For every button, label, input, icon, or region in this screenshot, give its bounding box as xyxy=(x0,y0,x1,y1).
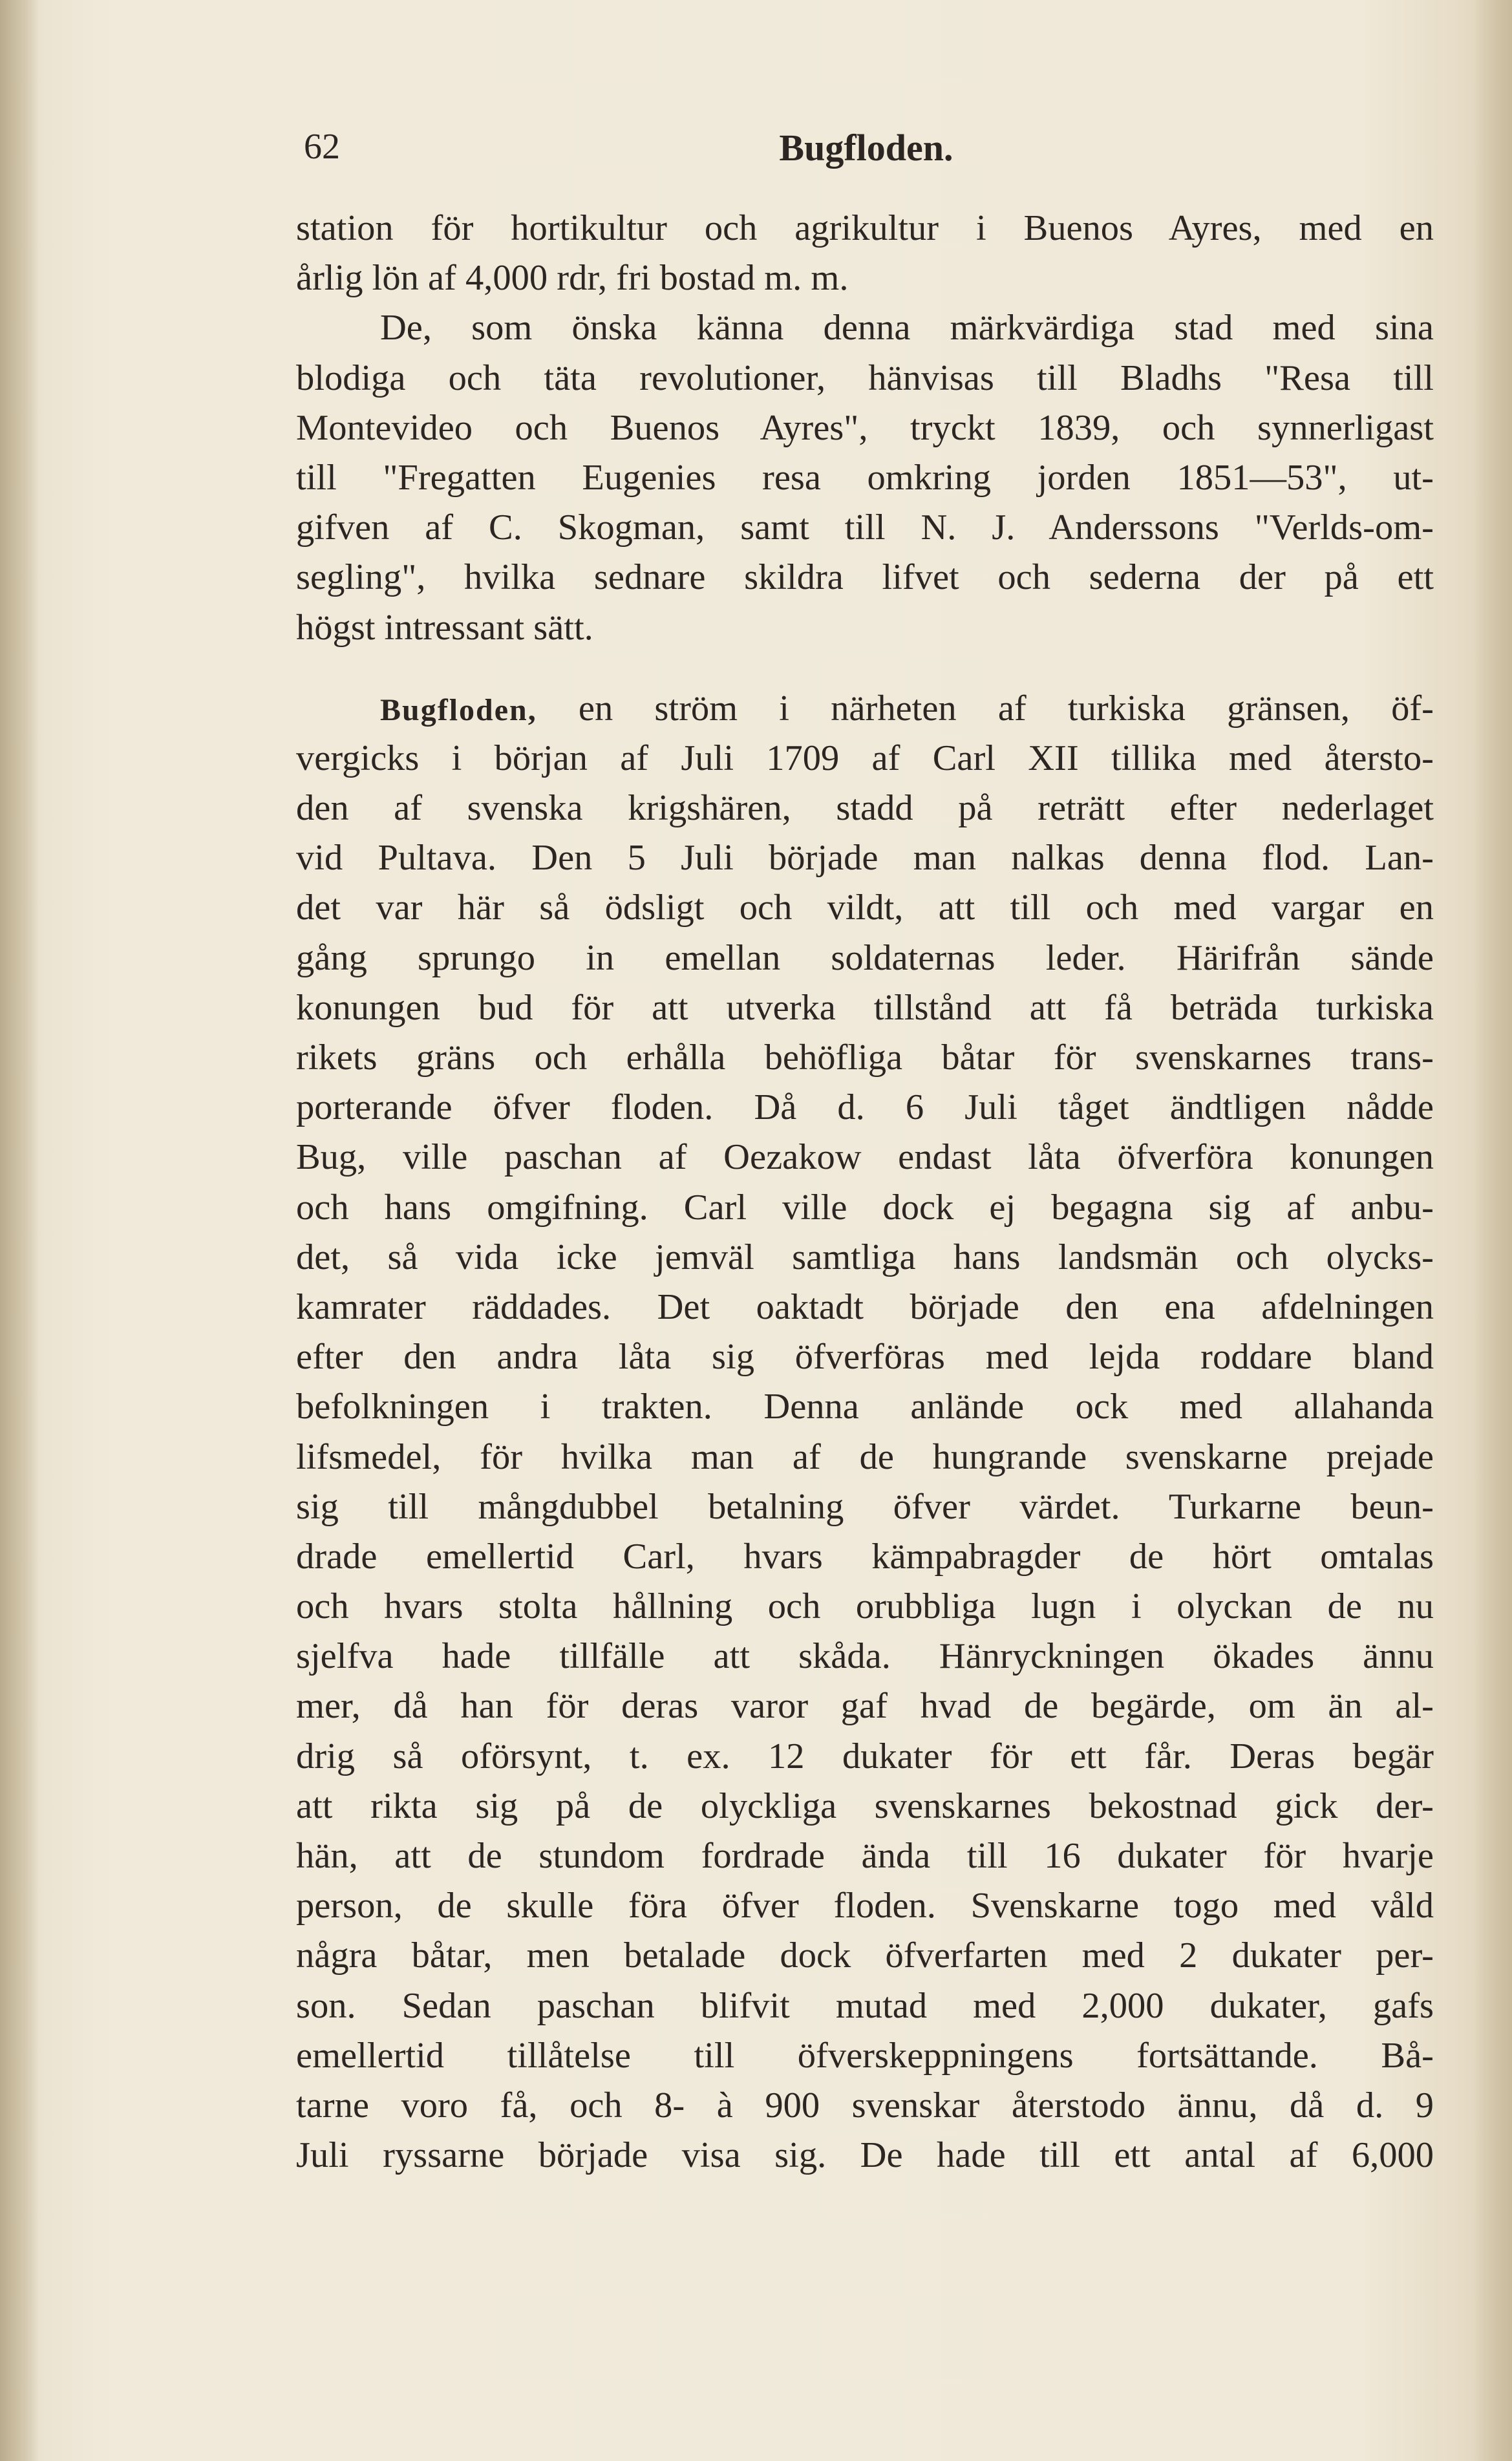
text-line: segling", hvilka sednare skildra lifvet och sederna der på ett xyxy=(296,557,1434,598)
text-line: rikets gräns och erhålla behöfliga båtar för svenskarnes trans- xyxy=(296,1038,1434,1078)
text-line: Bug, ville paschan af Oezakow endast låta öfverföra konungen xyxy=(296,1137,1434,1178)
text-line: lifsmedel, för hvilka man af de hungrande svenskarne prejade xyxy=(296,1436,1434,1477)
text-line: efter den andra låta sig öfverföras med lejda roddare bland xyxy=(296,1337,1434,1378)
text-line: årlig lön af 4,000 rdr, fri bostad m. m. xyxy=(296,258,849,299)
text-line: son. Sedan paschan blifvit mutad med 2,000 dukater, gafs xyxy=(296,1985,1434,2026)
paragraph-spacer xyxy=(296,653,1434,684)
page-edge-shadow xyxy=(1473,0,1512,2461)
text-line: Juli ryssarne började visa sig. De hade till ett antal af 6,000 xyxy=(296,2135,1434,2176)
text-line: till "Fregatten Eugenies resa omkring jorden 1851—53", ut- xyxy=(296,457,1434,498)
text-line: porterande öfver floden. Då d. 6 Juli tåget ändtligen nådde xyxy=(296,1087,1434,1128)
text-line: drade emellertid Carl, hvars kämpabragder de hört omtalas xyxy=(296,1536,1434,1577)
text-line: befolkningen i trakten. Denna anlände ock med allahanda xyxy=(296,1387,1434,1427)
text-line: Montevideo och Buenos Ayres", tryckt 1839, och synnerligast xyxy=(296,407,1434,448)
page-header xyxy=(304,126,1429,178)
text-line: De, som önska känna denna märkvärdiga stad med sina xyxy=(380,308,1434,348)
entry-head-word: Bugfloden, xyxy=(380,692,537,727)
text-line: gifven af C. Skogman, samt till N. J. Anderssons "Verlds-om- xyxy=(296,507,1434,548)
running-head: Bugfloden. xyxy=(779,127,953,169)
text-line: det var här så ödsligt och vildt, att till och med vargar en xyxy=(296,888,1434,928)
text-line: kamrater räddades. Det oaktadt började den ena afdelningen xyxy=(296,1286,1434,1327)
text-line: att rikta sig på de olyckliga svenskarnes bekostnad gick der- xyxy=(296,1785,1434,1826)
text-line: några båtar, men betalade dock öfverfarten med 2 dukater per- xyxy=(296,1935,1434,1976)
text-line: den af svenska krigshären, stadd på reträtt efter nederlaget xyxy=(296,788,1434,829)
text-line: och hvars stolta hållning och orubbliga lugn i olyckan de nu xyxy=(296,1586,1434,1627)
paragraph-2 xyxy=(296,303,1434,652)
text-line: sjelfva hade tillfälle att skåda. Hänryckningen ökades ännu xyxy=(296,1636,1434,1677)
body-text xyxy=(296,204,1434,2180)
text-line: hän, att de stundom fordrade ända till 16 dukater för hvarje xyxy=(296,1836,1434,1876)
text-line xyxy=(296,684,1434,734)
paragraph-1 xyxy=(296,204,1434,303)
text-line: vid Pultava. Den 5 Juli började man nalkas denna flod. Lan- xyxy=(296,838,1434,879)
page-number: 62 xyxy=(304,127,340,167)
text-line: mer, då han för deras varor gaf hvad de begärde, om än al- xyxy=(296,1686,1434,1727)
text-line: högst intressant sätt. xyxy=(296,607,593,648)
text-line: drig så oförsynt, t. ex. 12 dukater för ett får. Deras begär xyxy=(296,1736,1434,1776)
entry-first-line-text: en ström i närheten af turkiska gränsen, öf- xyxy=(578,688,1434,729)
text-line: det, så vida icke jemväl samtliga hans landsmän och olycks- xyxy=(296,1237,1434,1277)
text-line: gång sprungo in emellan soldaternas leder. Härifrån sände xyxy=(296,937,1434,978)
text-line: tarne voro få, och 8- à 900 svenskar återstodo ännu, då d. 9 xyxy=(296,2085,1434,2125)
text-line: vergicks i början af Juli 1709 af Carl XII tillika med återsto- xyxy=(296,738,1434,778)
text-line: konungen bud för att utverka tillstånd att få beträda turkiska xyxy=(296,987,1434,1028)
text-line: person, de skulle föra öfver floden. Svenskarne togo med våld xyxy=(296,1886,1434,1926)
text-line: station för hortikultur och agrikultur i Buenos Ayres, med en xyxy=(296,208,1434,248)
text-line: och hans omgifning. Carl ville dock ej begagna sig af anbu- xyxy=(296,1187,1434,1228)
book-binding-shadow xyxy=(0,0,39,2461)
text-line: sig till mångdubbel betalning öfver värdet. Turkarne beun- xyxy=(296,1486,1434,1527)
paragraph-3-bugfloden-entry xyxy=(296,684,1434,2181)
text-line: emellertid tillåtelse till öfverskeppningens fortsättande. Bå- xyxy=(296,2035,1434,2076)
text-line: blodiga och täta revolutioner, hänvisas till Bladhs "Resa till xyxy=(296,357,1434,398)
